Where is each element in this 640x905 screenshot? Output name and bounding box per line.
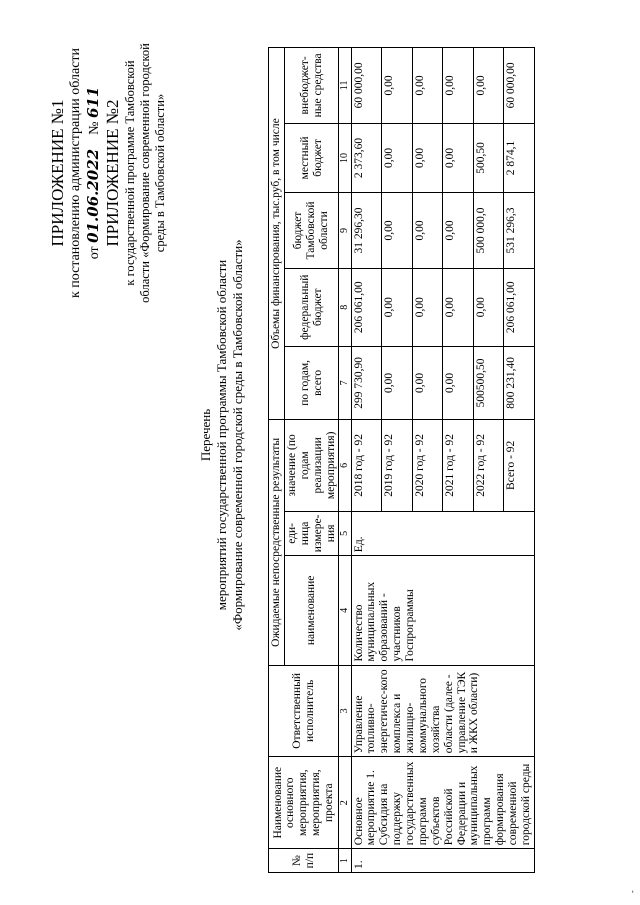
column-number-row: 1 2 3 4 5 6 7 8 9 10 11	[339, 48, 351, 873]
handwritten-date: 01.06.2022	[83, 148, 102, 243]
regional-cell: 500 000,0	[473, 193, 504, 269]
header-regional: бюджет Тамбовской области	[284, 193, 339, 269]
header-num: № п/п	[269, 849, 339, 873]
local-cell: 2 874,1	[504, 123, 535, 192]
local-cell: 2 373,60	[351, 123, 382, 192]
header-unit: еди-ница измере-ния	[284, 511, 339, 556]
responsible-executor: Управление топливно-энергетичес-кого комплекса и жилищно-коммунального хозяйства области (далее - управление ТЭК и ЖКХ области)	[351, 665, 534, 757]
header-local: местный бюджет	[284, 123, 339, 192]
regional-cell: 31 296,30	[351, 193, 382, 269]
regional-cell: 0,00	[412, 193, 443, 269]
total-cell: 0,00	[443, 346, 474, 419]
federal-cell: 0,00	[412, 268, 443, 346]
extra-cell: 60 000,00	[504, 48, 535, 124]
extra-cell: 0,00	[412, 48, 443, 124]
year-value-total: Всего - 92	[504, 420, 535, 511]
program-line-1: к государственной программе Тамбовской	[123, 60, 138, 286]
total-cell: 500500,50	[473, 346, 504, 419]
extra-cell: 0,00	[382, 48, 413, 124]
total-cell: 0,00	[382, 346, 413, 419]
header-name: Наименование основного мероприятия, мероприятия, проекта	[269, 757, 339, 849]
row-number: 1.	[351, 849, 534, 873]
federal-cell: 206 061,00	[351, 268, 382, 346]
resolution-line: к постановлению администрации области	[68, 47, 84, 299]
regional-cell: 0,00	[382, 193, 413, 269]
appendix-2-heading: ПРИЛОЖЕНИЕ №2	[103, 99, 123, 247]
year-value: 2022 год - 92	[473, 420, 504, 511]
total-cell: 800 231,40	[504, 346, 535, 419]
indicator-name: Количество муниципальных образований - участников Госпрограммы	[351, 556, 534, 665]
margin-mark: -	[628, 890, 637, 893]
extra-cell: 0,00	[443, 48, 474, 124]
extra-cell: 60 000,00	[351, 48, 382, 124]
federal-cell: 206 061,00	[504, 268, 535, 346]
local-cell: 500,50	[473, 123, 504, 192]
title-line-3: «Формирование современной городской среды в Тамбовской области»	[229, 239, 245, 631]
header-federal: федеральный бюджет	[284, 268, 339, 346]
extra-cell: 0,00	[473, 48, 504, 124]
year-value: 2020 год - 92	[412, 420, 443, 511]
total-cell: 0,00	[412, 346, 443, 419]
local-cell: 0,00	[443, 123, 474, 192]
year-value: 2019 год - 92	[382, 420, 413, 511]
title-line-2: мероприятий государственной программы Тамбовской области	[213, 259, 229, 611]
year-value: 2018 год - 92	[351, 420, 382, 511]
total-cell: 299 730,90	[351, 346, 382, 419]
measure-name: Основное мероприятие 1. Субсидия на поддержку государственных программ субъектов Российской Федерации и муниципальных программ формирования современной городской среды	[351, 757, 534, 849]
regional-cell: 531 296,3	[504, 193, 535, 269]
federal-cell: 0,00	[443, 268, 474, 346]
appendix-1-heading: ПРИЛОЖЕНИЕ №1	[48, 99, 67, 247]
title-line-1: Перечень	[198, 408, 213, 462]
header-indicator: наименование	[284, 556, 339, 665]
federal-cell: 0,00	[382, 268, 413, 346]
header-funding: Объемы финансирования, тыс.руб, в том числе	[269, 48, 285, 420]
header-expected-results: Ожидаемые непосредственные результаты	[269, 420, 285, 665]
regional-cell: 0,00	[443, 193, 474, 269]
header-extra: внебюджет-ные средства	[284, 48, 339, 124]
local-cell: 0,00	[382, 123, 413, 192]
header-value: значение (по годам реализации мероприятия)	[284, 420, 339, 511]
header-block	[48, 23, 167, 323]
document-title	[198, 125, 246, 745]
local-cell: 0,00	[412, 123, 443, 192]
measures-table	[268, 47, 535, 873]
program-line-3: среды в Тамбовской области»	[152, 93, 167, 253]
year-value: 2021 год - 92	[443, 420, 474, 511]
federal-cell: 0,00	[473, 268, 504, 346]
table-row	[351, 48, 382, 873]
header-total: по годам, всего	[284, 346, 339, 419]
handwritten-number: 611	[83, 86, 102, 119]
program-line-2: области «Формирование современной городской	[137, 43, 152, 303]
unit: Ед.	[351, 511, 534, 556]
header-executor: Ответственный исполнитель	[269, 665, 339, 757]
date-number-line: от 01.06.2022 № 611	[83, 86, 102, 260]
